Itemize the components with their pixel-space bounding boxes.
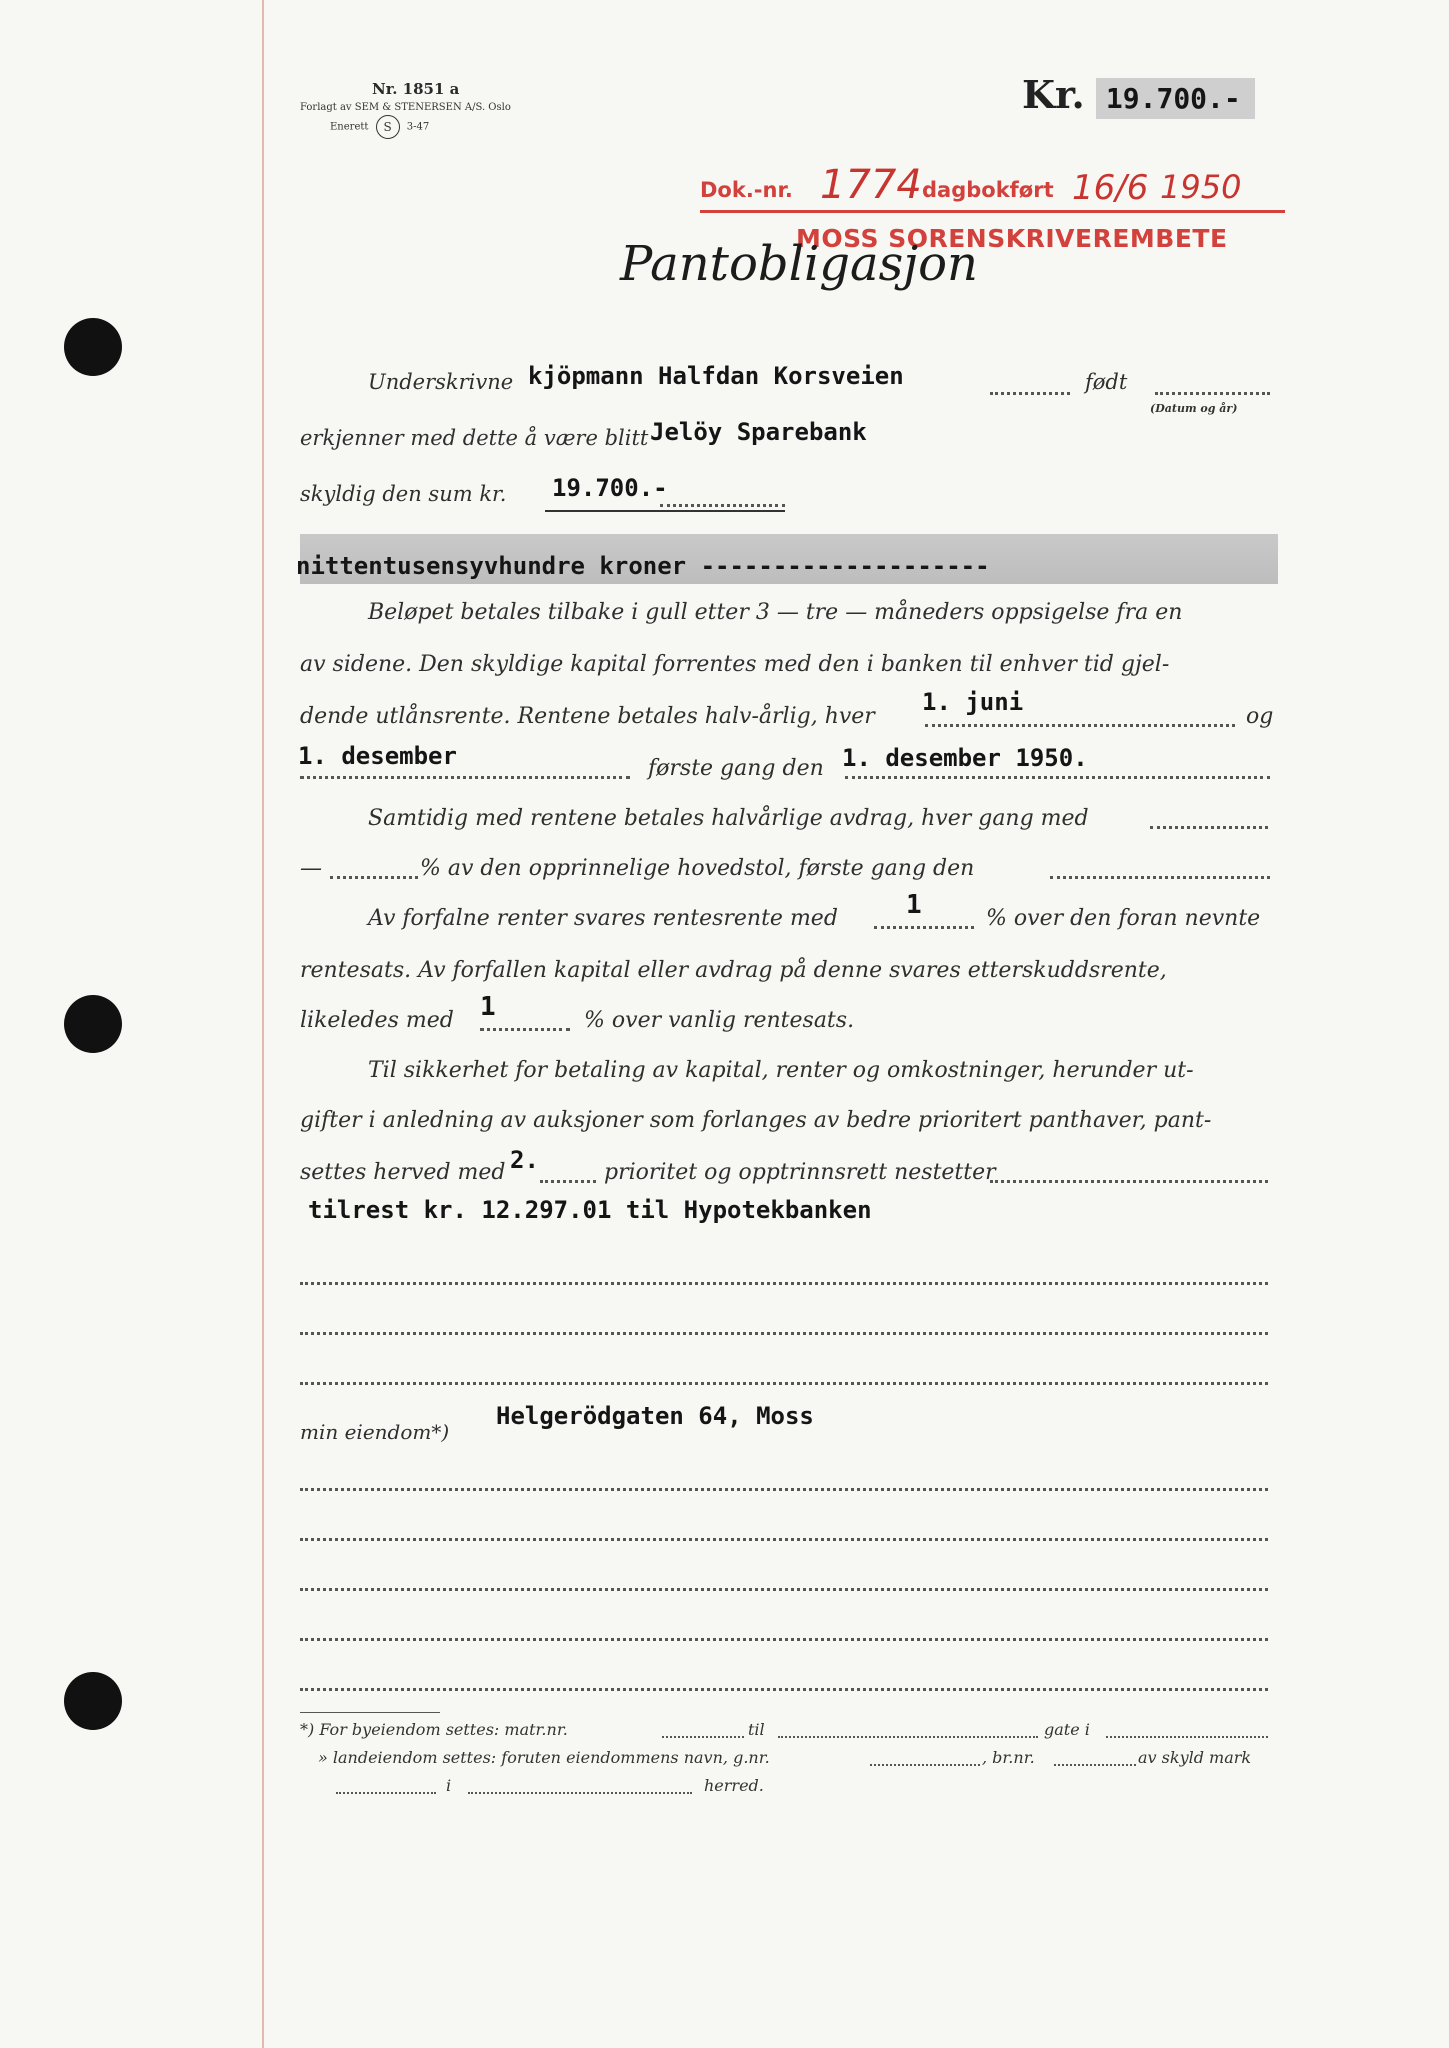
p1-and: og <box>1246 704 1274 729</box>
footnote-line1b: til <box>748 1720 765 1739</box>
p3-line2: rentesats. Av forfallen kapital eller avdrag på denne svares etterskuddsrente, <box>300 958 1167 983</box>
born-label: født <box>1085 370 1128 394</box>
property-label: min eiendom*) <box>300 1420 450 1444</box>
p2-dots1 <box>1150 826 1268 829</box>
footnote-line2b: , br.nr. <box>982 1748 1035 1767</box>
p3-line3a: likeledes med <box>300 1008 454 1033</box>
p1-line1: Beløpet betales tilbake i gull etter 3 — tre — måneders oppsigelse fra en <box>368 600 1183 625</box>
p3-line1b: % over den foran nevnte <box>986 906 1261 931</box>
undersigned-name: kjöpmann Halfdan Korsveien <box>528 362 904 390</box>
publisher-rights: Enerett <box>330 121 369 133</box>
form-number: Nr. 1851 a <box>372 80 460 98</box>
p2-percent-dots <box>330 876 418 879</box>
publisher-line: Forlagt av SEM & STENERSEN A/S. Oslo <box>300 102 511 113</box>
blank-line-2 <box>300 1332 1268 1335</box>
stamp-diary-label: dagbokført <box>922 178 1054 202</box>
first-time-value: 1. desember 1950. <box>842 744 1088 772</box>
blank-line-8 <box>300 1688 1268 1691</box>
publisher-date-code: 3-47 <box>406 121 430 133</box>
interest-date-2-dots <box>300 776 630 779</box>
footnote-rule <box>300 1712 440 1713</box>
stamp-doc-number: 1774 <box>820 162 922 208</box>
born-hint: (Datum og år) <box>1150 402 1238 415</box>
p3-rate-2: 1 <box>480 992 496 1022</box>
footnote-line1c: gate i <box>1044 1720 1090 1739</box>
blank-line-7 <box>300 1638 1268 1641</box>
sum-dots <box>660 504 785 507</box>
amount-value: 19.700.- <box>1096 78 1255 119</box>
born-dots <box>1155 392 1270 395</box>
p2-line2: % av den opprinnelige hovedstol, første gang den <box>420 856 975 881</box>
blank-line-1 <box>300 1282 1268 1285</box>
priority-value: 2. <box>510 1146 539 1174</box>
p1-line3: dende utlånsrente. Rentene betales halv-årlig, hver <box>300 704 875 729</box>
p2-line1: Samtidig med rentene betales halvårlige avdrag, hver gang med <box>368 806 1089 831</box>
document-title: Pantobligasjon <box>620 236 978 292</box>
punch-hole-bottom <box>64 1672 122 1730</box>
footnote-dots-7 <box>468 1792 692 1794</box>
p4-line1: Til sikkerhet for betaling av kapital, renter og omkostninger, herunder ut- <box>368 1058 1194 1083</box>
blank-line-5 <box>300 1538 1268 1541</box>
amount-label: Kr. <box>1022 72 1085 117</box>
p4-dots <box>990 1180 1268 1183</box>
p2-dots2 <box>1050 876 1270 879</box>
p4-line3b: prioritet og opptrinnsrett nestetter <box>604 1160 996 1185</box>
sum-value: 19.700.- <box>552 474 668 502</box>
p1-line2: av sidene. Den skyldige kapital forrentes med den i banken til enhver tid gjel- <box>300 652 1170 677</box>
footnote-dots-3 <box>1106 1736 1268 1738</box>
undersigned-dots <box>990 392 1070 395</box>
priority-dots <box>540 1180 596 1183</box>
p4-line3a: settes herved med <box>300 1160 506 1185</box>
publisher-imprint <box>300 80 511 139</box>
footnote-line1a: *) For byeiendom settes: matr.nr. <box>300 1720 568 1739</box>
footnote-dots-1 <box>662 1736 744 1738</box>
footnote-line3b: herred. <box>704 1776 764 1795</box>
footnote-line2c: av skyld mark <box>1138 1748 1252 1767</box>
p3-line1a: Av forfalne renter svares rentesrente med <box>368 906 838 931</box>
stamp-doc-prefix: Dok.-nr. <box>700 178 793 202</box>
footnote-line3a: i <box>446 1776 452 1795</box>
undersigned-label: Underskrivne <box>368 370 514 394</box>
margin-rule <box>262 0 264 2048</box>
blank-line-6 <box>300 1588 1268 1591</box>
footnote-dots-6 <box>336 1792 436 1794</box>
publisher-logo: S <box>376 115 400 139</box>
stamp-date: 16/6 <box>1072 168 1149 208</box>
footnote-dots-5 <box>1054 1764 1136 1766</box>
blank-line-3 <box>300 1382 1268 1385</box>
footnote-dots-4 <box>870 1764 980 1766</box>
prior-lien: tilrest kr. 12.297.01 til Hypotekbanken <box>308 1196 872 1224</box>
p3-rate-1: 1 <box>906 890 922 920</box>
footnote-dots-2 <box>778 1736 1038 1738</box>
p2-dash: — <box>300 856 322 881</box>
stamp-office: MOSS SORENSKRIVEREMBETE <box>796 224 1228 253</box>
p4-line2: gifter i anledning av auksjoner som forlanges av bedre prioritert panthaver, pant- <box>300 1108 1212 1133</box>
creditor-name: Jelöy Sparebank <box>650 418 867 446</box>
punch-hole-top <box>64 318 122 376</box>
sum-underline <box>545 510 785 512</box>
sum-label: skyldig den sum kr. <box>300 482 507 506</box>
interest-date-2: 1. desember <box>298 742 457 770</box>
property-value: Helgerödgaten 64, Moss <box>496 1402 814 1430</box>
p3-rate-2-dots <box>480 1028 570 1031</box>
blank-line-4 <box>300 1488 1268 1491</box>
interest-date-1: 1. juni <box>922 688 1024 716</box>
punch-hole-middle <box>64 995 122 1053</box>
creditor-label: erkjenner med dette å være blitt <box>300 426 649 450</box>
p3-line3b: % over vanlig rentesats. <box>584 1008 855 1033</box>
first-time-dots <box>845 776 1270 779</box>
amount-header <box>1022 72 1255 119</box>
stamp-year: 1950 <box>1160 168 1242 206</box>
p3-rate-1-dots <box>874 926 974 929</box>
sum-words: nittentusensyvhundre kroner -------------------- <box>296 552 990 580</box>
footnote-line2a: » landeiendom settes: foruten eiendommens navn, g.nr. <box>318 1748 770 1767</box>
first-time-label: første gang den <box>648 756 824 781</box>
interest-date-1-dots <box>925 724 1235 727</box>
stamp-underline <box>700 210 1285 213</box>
